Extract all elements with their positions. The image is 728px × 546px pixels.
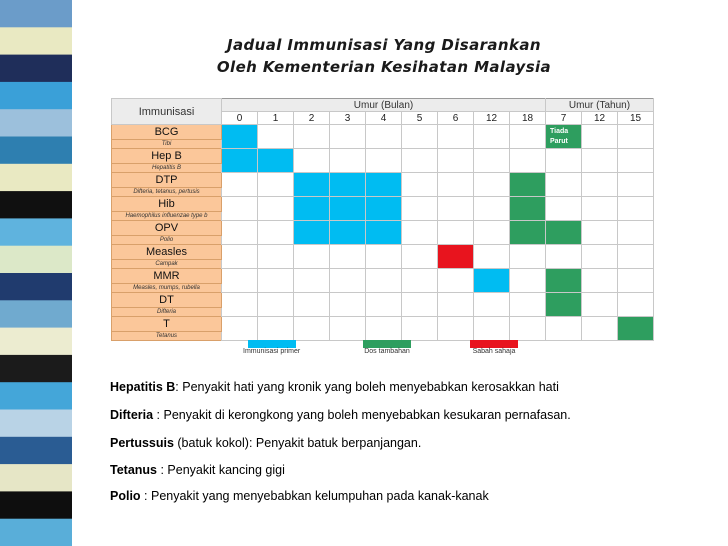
dose-cell-opv-9 <box>546 221 582 245</box>
schedule-title-line-1: Jadual Immunisasi Yang Disarankan <box>227 36 541 54</box>
dose-cell-bcg-9 <box>546 125 582 149</box>
age-header-tahun-12: 12 <box>582 112 618 125</box>
vaccine-disease-bcg: Tibi <box>112 140 222 149</box>
dose-cell-hep-b-6 <box>438 149 474 173</box>
dose-cell-t-6 <box>438 317 474 341</box>
dose-cell-bcg-4 <box>366 125 402 149</box>
dose-cell-mmr-7 <box>474 269 510 293</box>
dose-cell-bcg-5 <box>402 125 438 149</box>
vaccine-name-opv: OPV <box>112 221 222 236</box>
dose-cell-hib-1 <box>258 197 294 221</box>
dose-cell-hep-b-4 <box>366 149 402 173</box>
vaccine-name-hib: Hib <box>112 197 222 212</box>
age-header-bulan-12: 12 <box>474 112 510 125</box>
vaccine-row-hep-b <box>112 149 654 164</box>
dose-cell-opv-11 <box>618 221 654 245</box>
dose-cell-mmr-0 <box>222 269 258 293</box>
dose-cell-mmr-1 <box>258 269 294 293</box>
stripe-edge <box>72 0 82 546</box>
vaccine-row-mmr <box>112 269 654 284</box>
dose-cell-t-1 <box>258 317 294 341</box>
legend-sabah-sahaja <box>470 340 518 355</box>
vaccine-disease-t: Tetanus <box>112 332 222 341</box>
dose-cell-hep-b-3 <box>330 149 366 173</box>
schedule-title-line-2: Oleh Kementerian Kesihatan Malaysia <box>216 58 552 76</box>
dose-cell-t-0 <box>222 317 258 341</box>
legend-swatch-tambahan <box>363 340 411 348</box>
dose-cell-hib-9 <box>546 197 582 221</box>
dose-cell-t-8 <box>510 317 546 341</box>
note-pertussuis <box>110 436 421 450</box>
dose-cell-opv-7 <box>474 221 510 245</box>
dose-cell-dt-8 <box>510 293 546 317</box>
dose-cell-mmr-8 <box>510 269 546 293</box>
note-polio <box>110 489 489 503</box>
note-term: Tetanus <box>110 463 157 477</box>
dose-cell-dtp-2 <box>294 173 330 197</box>
dose-cell-hib-2 <box>294 197 330 221</box>
dose-cell-hib-0 <box>222 197 258 221</box>
immunization-schedule-document <box>108 0 660 400</box>
legend-label-primer: Immunisasi primer <box>243 348 301 355</box>
tiada-parut-text: Parut <box>550 137 568 145</box>
stripe-block <box>0 27 82 55</box>
dose-cell-t-5 <box>402 317 438 341</box>
immunization-schedule-table <box>111 98 654 341</box>
dose-cell-dt-3 <box>330 293 366 317</box>
vaccine-name-dt: DT <box>112 293 222 308</box>
dose-cell-opv-4 <box>366 221 402 245</box>
legend-dos-tambahan <box>363 340 411 355</box>
vaccine-row-bcg <box>112 125 654 140</box>
tiada-parut-text: Tiada <box>550 127 569 135</box>
stripe-block <box>0 464 82 492</box>
dose-cell-dt-6 <box>438 293 474 317</box>
dose-cell-t-3 <box>330 317 366 341</box>
dose-cell-bcg-10 <box>582 125 618 149</box>
dose-cell-dt-4 <box>366 293 402 317</box>
vaccine-name-mmr: MMR <box>112 269 222 284</box>
vaccine-disease-dtp: Difteria, tetanus, pertusis <box>112 188 222 197</box>
dose-cell-dtp-7 <box>474 173 510 197</box>
stripe-block <box>0 191 82 219</box>
vaccine-disease-hib: Haemophilus influenzae type b <box>112 212 222 221</box>
dose-cell-dtp-6 <box>438 173 474 197</box>
legend-swatch-primer <box>248 340 296 348</box>
note-desc: : Penyakit hati yang kronik yang boleh menyebabkan kerosakkan hati <box>175 380 559 394</box>
dose-cell-dt-2 <box>294 293 330 317</box>
note-desc: : Penyakit yang menyebabkan kelumpuhan pada kanak-kanak <box>140 489 489 503</box>
dose-cell-opv-6 <box>438 221 474 245</box>
stripe-block <box>0 109 82 137</box>
note-term: Hepatitis B <box>110 380 176 394</box>
vaccine-disease-opv: Polio <box>112 236 222 245</box>
age-header-bulan-3: 3 <box>330 112 366 125</box>
legend-label-sahaja: Sabah sahaja <box>472 348 516 355</box>
note-term: Difteria <box>110 408 154 422</box>
dose-cell-measles-2 <box>294 245 330 269</box>
dose-cell-bcg-1 <box>258 125 294 149</box>
dose-cell-dtp-1 <box>258 173 294 197</box>
vaccine-row-measles <box>112 245 654 260</box>
dose-cell-dt-10 <box>582 293 618 317</box>
vaccine-name-t: T <box>112 317 222 332</box>
vaccine-row-hib <box>112 197 654 212</box>
note-term: Polio <box>110 489 141 503</box>
dose-cell-opv-8 <box>510 221 546 245</box>
dose-cell-hep-b-0 <box>222 149 258 173</box>
dose-cell-mmr-6 <box>438 269 474 293</box>
dose-cell-measles-7 <box>474 245 510 269</box>
vaccine-disease-hep-b: Hepatitis B <box>112 164 222 173</box>
stripe-block <box>0 273 82 301</box>
dose-cell-opv-3 <box>330 221 366 245</box>
stripe-block <box>0 164 82 192</box>
stripe-block <box>0 0 82 28</box>
stripe-block <box>0 218 82 246</box>
dose-cell-measles-11 <box>618 245 654 269</box>
age-header-bulan-0: 0 <box>222 112 258 125</box>
dose-cell-t-11 <box>618 317 654 341</box>
dose-cell-t-9 <box>546 317 582 341</box>
age-header-bulan-4: 4 <box>366 112 402 125</box>
dose-cell-dt-0 <box>222 293 258 317</box>
stripe-block <box>0 328 82 356</box>
vaccine-name-hep-b: Hep B <box>112 149 222 164</box>
dose-cell-measles-0 <box>222 245 258 269</box>
dose-cell-hep-b-8 <box>510 149 546 173</box>
dose-cell-mmr-4 <box>366 269 402 293</box>
dose-cell-opv-1 <box>258 221 294 245</box>
note-difteria <box>110 408 571 422</box>
note-desc: (batuk kokol): Penyakit batuk berpanjangan. <box>173 436 422 450</box>
dose-cell-hib-8 <box>510 197 546 221</box>
vaccine-row-opv <box>112 221 654 236</box>
age-header-bulan-18: 18 <box>510 112 546 125</box>
vaccine-name-dtp: DTP <box>112 173 222 188</box>
dose-cell-measles-1 <box>258 245 294 269</box>
age-header-bulan-6: 6 <box>438 112 474 125</box>
dose-cell-dtp-11 <box>618 173 654 197</box>
stripe-block <box>0 55 82 83</box>
age-months-group-header: Umur (Bulan) <box>222 99 546 112</box>
dose-cell-dtp-9 <box>546 173 582 197</box>
vaccine-disease-mmr: Measles, mumps, rubella <box>112 284 222 293</box>
stripe-block <box>0 246 82 274</box>
legend-swatch-sahaja <box>470 340 518 348</box>
dose-cell-hib-7 <box>474 197 510 221</box>
dose-cell-mmr-5 <box>402 269 438 293</box>
dose-cell-mmr-10 <box>582 269 618 293</box>
dose-cell-t-10 <box>582 317 618 341</box>
dose-cell-dtp-3 <box>330 173 366 197</box>
stripe-block <box>0 355 82 383</box>
stripe-block <box>0 82 82 110</box>
vaccine-disease-dt: Difteria <box>112 308 222 317</box>
stripe-block <box>0 519 82 546</box>
vaccine-row-t <box>112 317 654 332</box>
dose-cell-mmr-9 <box>546 269 582 293</box>
vaccine-name-measles: Measles <box>112 245 222 260</box>
schedule-body <box>112 125 654 341</box>
dose-cell-bcg-8 <box>510 125 546 149</box>
note-term: Pertussuis <box>110 436 174 450</box>
dose-cell-t-2 <box>294 317 330 341</box>
dose-cell-t-4 <box>366 317 402 341</box>
stripe-block <box>0 382 82 410</box>
dose-cell-dtp-5 <box>402 173 438 197</box>
dose-cell-measles-5 <box>402 245 438 269</box>
dose-cell-mmr-3 <box>330 269 366 293</box>
dose-cell-hep-b-7 <box>474 149 510 173</box>
dose-cell-measles-3 <box>330 245 366 269</box>
dose-cell-hep-b-9 <box>546 149 582 173</box>
dose-cell-hib-10 <box>582 197 618 221</box>
dose-cell-bcg-3 <box>330 125 366 149</box>
vaccine-disease-measles: Campak <box>112 260 222 269</box>
dose-cell-mmr-11 <box>618 269 654 293</box>
dose-cell-bcg-11 <box>618 125 654 149</box>
dose-cell-dt-5 <box>402 293 438 317</box>
dose-cell-measles-4 <box>366 245 402 269</box>
dose-cell-dtp-0 <box>222 173 258 197</box>
dose-cell-opv-0 <box>222 221 258 245</box>
stripe-block <box>0 300 82 328</box>
legend-label-tambahan: Dos tambahan <box>364 348 410 355</box>
dose-cell-dt-1 <box>258 293 294 317</box>
dose-cell-opv-2 <box>294 221 330 245</box>
dose-cell-hib-5 <box>402 197 438 221</box>
dose-cell-measles-9 <box>546 245 582 269</box>
dose-cell-measles-10 <box>582 245 618 269</box>
dose-cell-hib-6 <box>438 197 474 221</box>
decorative-stripe <box>0 0 82 546</box>
dose-cell-measles-8 <box>510 245 546 269</box>
legend-immunisasi-primer <box>243 340 300 355</box>
dose-cell-mmr-2 <box>294 269 330 293</box>
age-header-bulan-5: 5 <box>402 112 438 125</box>
dose-cell-bcg-2 <box>294 125 330 149</box>
dose-cell-bcg-7 <box>474 125 510 149</box>
note-tetanus <box>110 463 285 477</box>
stripe-block <box>0 437 82 465</box>
dose-cell-dtp-8 <box>510 173 546 197</box>
vaccine-row-dt <box>112 293 654 308</box>
age-header-tahun-7: 7 <box>546 112 582 125</box>
dose-cell-hep-b-5 <box>402 149 438 173</box>
corner-header: Immunisasi <box>112 99 222 125</box>
dose-cell-hib-4 <box>366 197 402 221</box>
dose-cell-hib-3 <box>330 197 366 221</box>
age-header-bulan-2: 2 <box>294 112 330 125</box>
dose-cell-dt-9 <box>546 293 582 317</box>
note-desc: : Penyakit di kerongkong yang boleh menyebabkan kesukaran pernafasan. <box>153 408 571 422</box>
age-header-tahun-15: 15 <box>618 112 654 125</box>
dose-cell-opv-10 <box>582 221 618 245</box>
note-desc: : Penyakit kancing gigi <box>157 463 285 477</box>
dose-cell-dt-7 <box>474 293 510 317</box>
note-hepatitis-b <box>110 380 559 394</box>
vaccine-row-dtp <box>112 173 654 188</box>
stripe-block <box>0 410 82 438</box>
dose-cell-measles-6 <box>438 245 474 269</box>
dose-cell-dt-11 <box>618 293 654 317</box>
dose-cell-bcg-6 <box>438 125 474 149</box>
dose-cell-bcg-0 <box>222 125 258 149</box>
vaccine-name-bcg: BCG <box>112 125 222 140</box>
stripe-block <box>0 491 82 519</box>
dose-cell-dtp-4 <box>366 173 402 197</box>
dose-cell-hep-b-11 <box>618 149 654 173</box>
dose-cell-t-7 <box>474 317 510 341</box>
dose-cell-hep-b-2 <box>294 149 330 173</box>
dose-cell-hep-b-10 <box>582 149 618 173</box>
dose-cell-hib-11 <box>618 197 654 221</box>
dose-cell-opv-5 <box>402 221 438 245</box>
dose-cell-dtp-10 <box>582 173 618 197</box>
age-header-bulan-1: 1 <box>258 112 294 125</box>
dose-cell-hep-b-1 <box>258 149 294 173</box>
stripe-block <box>0 137 82 165</box>
age-years-group-header: Umur (Tahun) <box>546 99 654 112</box>
